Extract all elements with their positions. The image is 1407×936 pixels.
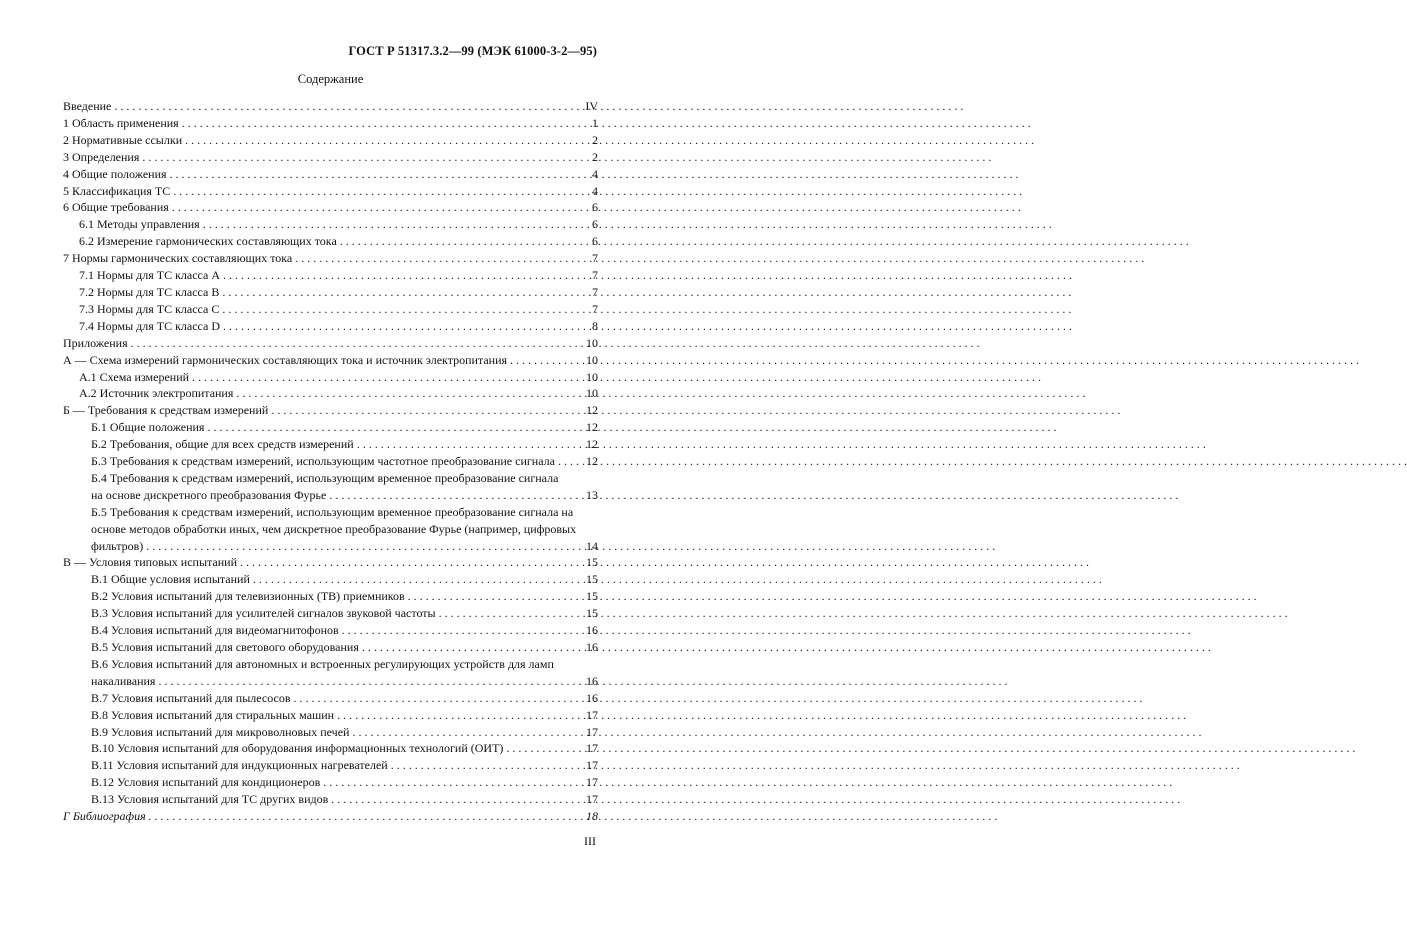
dot-leader (219, 301, 584, 318)
toc-entry[interactable] (63, 554, 598, 571)
toc-entry-title: В.5 Условия испытаний для светового оборудования (91, 640, 359, 654)
toc-entry-title: на основе дискретного преобразования Фурье (91, 487, 327, 502)
toc-entry-title: Введение (63, 99, 112, 113)
dot-leader (167, 166, 584, 183)
toc-entry-title: 4 Общие положения (63, 166, 167, 181)
toc-entry-page: 6 (592, 200, 598, 215)
toc-entry-page: 12 (586, 420, 598, 435)
toc-entry[interactable] (63, 740, 598, 757)
toc-entry-page: 16 (586, 673, 598, 688)
dot-leader (334, 707, 584, 724)
document-page (0, 0, 661, 936)
dot-leader (220, 267, 584, 284)
toc-entry-page: 15 (586, 572, 598, 587)
toc-entry-title: Г Библиография (63, 809, 146, 824)
toc-entry-page: 12 (586, 403, 598, 418)
toc-entry-title: В.7 Условия испытаний для пылесосов (91, 690, 291, 705)
toc-entry[interactable] (63, 369, 598, 386)
dot-leader (169, 199, 584, 216)
toc-entry[interactable] (63, 284, 598, 301)
toc-entry-title: 3 Определения (63, 149, 140, 164)
toc-entry-page: 4 (592, 166, 598, 181)
toc-entry-title: А.1 Схема измерений (79, 369, 190, 384)
toc-entry-text-line: Б.4 Требования к средствам измерений, использующим временное преобразование сигнала (91, 470, 559, 485)
toc-entry-title: 7.2 Нормы для ТС класса В (79, 284, 220, 299)
toc-entry[interactable] (63, 690, 598, 707)
toc-entry-page: 14 (586, 538, 598, 553)
toc-entry[interactable] (63, 166, 598, 183)
toc-entry-title: 6.2 Измерение гармонических составляющих тока (79, 234, 337, 249)
toc-entry[interactable] (63, 639, 598, 656)
dot-leader (204, 419, 584, 436)
dot-leader (155, 673, 584, 690)
toc-entry-page: 2 (592, 149, 598, 164)
toc-entry-page: 4 (592, 183, 598, 198)
toc-entry[interactable] (63, 216, 598, 233)
toc-entry-page: 17 (586, 758, 598, 773)
toc-entry-title: 6.1 Методы управления (79, 217, 200, 232)
toc-entry-title: 5 Классификация ТС (63, 183, 171, 198)
dot-leader (219, 284, 584, 301)
toc-entry-page: IV (585, 99, 598, 113)
dot-leader (146, 808, 584, 825)
page-title: Содержание (297, 72, 364, 86)
dot-leader (179, 115, 584, 132)
toc-entry[interactable] (63, 267, 598, 284)
toc-entry-title: Б.1 Общие положения (91, 420, 205, 435)
dot-leader (388, 757, 584, 774)
toc-entry-page: 7 (592, 301, 598, 316)
standard-code-header: ГОСТ Р 51317.3.2—99 (МЭК 61000-3-2—95) (348, 44, 597, 58)
dot-leader (189, 369, 584, 386)
toc-entry-title: 6 Общие требования (63, 200, 169, 215)
toc-entry-page: 12 (586, 454, 598, 469)
toc-entry[interactable] (63, 352, 598, 369)
toc-entry[interactable] (63, 504, 598, 555)
toc-entry-page: 16 (586, 640, 598, 654)
toc-entry-page: 15 (586, 555, 598, 570)
dot-leader (328, 791, 584, 808)
toc-entry-title: В.3 Условия испытаний для усилителей сигналов звуковой частоты (91, 606, 436, 621)
dot-leader (337, 233, 584, 250)
toc-entry[interactable] (63, 470, 598, 504)
toc-entry[interactable] (63, 605, 598, 622)
dot-leader (233, 385, 584, 402)
toc-entry-page: 12 (586, 437, 598, 452)
toc-entry-page: 10 (586, 386, 598, 401)
toc-entry[interactable] (63, 588, 598, 605)
toc-entry-title: В.2 Условия испытаний для телевизионных (ТВ) приемников (91, 589, 405, 604)
toc-entry-title: 7 Нормы гармонических составляющих тока (63, 251, 293, 266)
toc-entry-title: 7.1 Нормы для ТС класса А (79, 268, 221, 283)
toc-entry[interactable] (63, 98, 598, 115)
dot-leader (326, 487, 584, 504)
toc-entry-page: 1 (592, 115, 598, 130)
toc-entry[interactable] (63, 132, 598, 149)
dot-leader (436, 605, 584, 622)
table-of-contents (63, 98, 598, 825)
toc-entry[interactable] (63, 149, 598, 166)
toc-entry-title: 1 Область применения (63, 115, 179, 130)
dot-leader (359, 639, 584, 656)
toc-entry-title: Приложения (63, 335, 128, 350)
dot-leader (111, 98, 584, 115)
toc-entry-title: В.12 Условия испытаний для кондиционеров (91, 775, 321, 790)
toc-entry-page: 17 (586, 775, 598, 790)
dot-leader (128, 335, 584, 352)
toc-entry[interactable] (63, 115, 598, 132)
toc-entry[interactable] (63, 774, 598, 791)
toc-entry[interactable] (63, 385, 598, 402)
dot-leader (200, 216, 584, 233)
toc-entry[interactable] (63, 335, 598, 352)
toc-entry-page: 18 (586, 809, 598, 824)
toc-entry-text-line: В.6 Условия испытаний для автономных и встроенных регулирующих устройств для ламп (91, 656, 554, 671)
dot-leader (349, 724, 584, 741)
toc-entry-title: 7.4 Нормы для ТС класса D (79, 318, 221, 333)
toc-entry-title: накаливания (91, 673, 156, 688)
toc-entry[interactable] (63, 724, 598, 741)
toc-entry-title: А — Схема измерений гармонических составляющих тока и источник электропитания (63, 352, 508, 367)
toc-entry-page: 6 (592, 217, 598, 232)
toc-entry-text-line: основе методов обработки иных, чем дискретное преобразование Фурье (например, цифровых (91, 521, 577, 536)
toc-entry-title: Б.2 Требования, общие для всех средств измерений (91, 437, 354, 452)
toc-entry[interactable] (63, 199, 598, 216)
dot-leader (339, 622, 584, 639)
toc-entry-title: фильтров) (91, 538, 144, 553)
toc-entry-title: А.2 Источник электропитания (79, 386, 234, 401)
dot-leader (320, 774, 584, 791)
toc-entry-text-line: Б.5 Требования к средствам измерений, использующим временное преобразование сигнала на (91, 504, 574, 519)
toc-entry[interactable] (63, 250, 598, 267)
dot-leader (182, 132, 584, 149)
toc-entry[interactable] (63, 318, 598, 335)
toc-entry-title: В.4 Условия испытаний для видеомагнитофонов (91, 623, 339, 638)
toc-entry-page: 17 (586, 741, 598, 756)
toc-entry[interactable] (63, 707, 598, 724)
toc-entry-page: 17 (586, 707, 598, 722)
toc-entry-title: Б.3 Требования к средствам измерений, использующим частотное преобразование сигнала (91, 454, 555, 469)
dot-leader (555, 453, 584, 470)
toc-entry[interactable] (63, 301, 598, 318)
toc-entry[interactable] (63, 419, 598, 436)
toc-entry-page: 15 (586, 589, 598, 604)
toc-entry-title: В — Условия типовых испытаний (63, 555, 238, 570)
dot-leader (237, 554, 584, 571)
toc-entry-page: 8 (592, 318, 598, 333)
toc-entry-title: В.1 Общие условия испытаний (91, 572, 250, 587)
toc-entry[interactable] (63, 402, 598, 419)
toc-entry-page: 2 (592, 132, 598, 147)
toc-entry-page: 10 (586, 369, 598, 384)
dot-leader (143, 538, 584, 555)
toc-entry-page: 17 (586, 792, 598, 807)
toc-entry-page: 6 (592, 234, 598, 249)
dot-leader (250, 571, 584, 588)
dot-leader (503, 740, 584, 757)
toc-entry-page: 10 (586, 335, 598, 350)
dot-leader (354, 436, 584, 453)
toc-entry-page: 16 (586, 623, 598, 638)
dot-leader (268, 402, 584, 419)
toc-entry-page: 16 (586, 690, 598, 705)
toc-entry-page: 7 (592, 268, 598, 283)
toc-entry[interactable] (63, 183, 598, 200)
dot-leader (139, 149, 584, 166)
dot-leader (507, 352, 584, 369)
toc-entry[interactable] (63, 757, 598, 774)
toc-entry[interactable] (63, 808, 598, 825)
toc-entry-title: В.8 Условия испытаний для стиральных машин (91, 707, 335, 722)
dot-leader (292, 250, 584, 267)
dot-leader (291, 690, 584, 707)
toc-entry-title: В.11 Условия испытаний для индукционных нагревателей (91, 758, 388, 773)
toc-entry-page: 15 (586, 606, 598, 621)
toc-entry[interactable] (63, 571, 598, 588)
dot-leader (405, 588, 584, 605)
toc-entry[interactable] (63, 436, 598, 453)
toc-entry-title: В.9 Условия испытаний для микроволновых печей (91, 724, 350, 739)
toc-entry-title: В.10 Условия испытаний для оборудования информационных технологий (ОИТ) (91, 741, 504, 756)
toc-entry-page: 7 (592, 251, 598, 266)
toc-entry-page: 17 (586, 724, 598, 739)
toc-entry-title: В.13 Условия испытаний для ТС других видов (91, 792, 329, 807)
toc-entry-page: 13 (586, 487, 598, 502)
toc-entry-title: 7.3 Нормы для ТС класса С (79, 301, 220, 316)
toc-entry-title: Б — Требования к средствам измерений (63, 403, 269, 418)
toc-entry-page: 7 (592, 284, 598, 299)
dot-leader (220, 318, 584, 335)
toc-entry[interactable] (63, 233, 598, 250)
toc-entry[interactable] (63, 453, 598, 470)
toc-entry-title: 2 Нормативные ссылки (63, 132, 183, 147)
page-number: III (584, 834, 596, 848)
toc-entry[interactable] (63, 622, 598, 639)
toc-entry-page: 10 (586, 352, 598, 367)
toc-entry[interactable] (63, 791, 598, 808)
dot-leader (170, 183, 584, 200)
toc-entry[interactable] (63, 656, 598, 690)
